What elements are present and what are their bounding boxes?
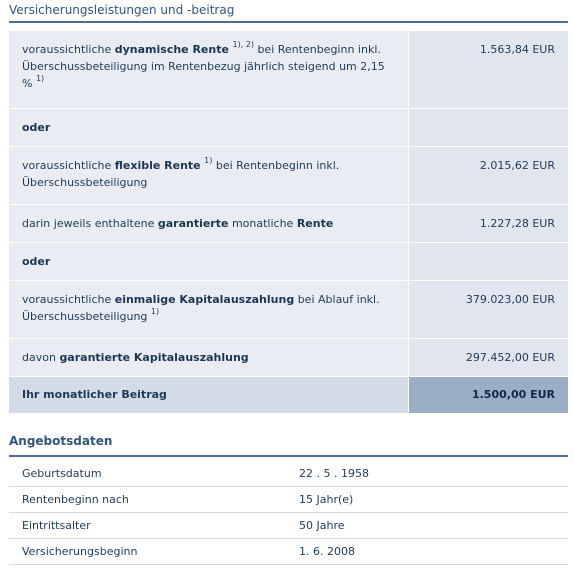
table-row — [9, 461, 568, 487]
row-value — [409, 109, 568, 146]
row-label: Geburtsdatum — [22, 467, 102, 480]
section-divider — [9, 21, 568, 23]
row-label: voraussichtliche flexible Rente $^{1)}$ bei Rentenbeginn inkl. Überschussbeteiligung — [9, 147, 409, 204]
row-label: voraussichtliche einmalige Kapitalauszahlung bei Ablauf inkl. Überschussbeteiligung $^{1)}$ — [9, 281, 409, 338]
row-value: 50 Jahre — [299, 519, 345, 532]
table-row — [9, 539, 568, 565]
table-row — [9, 339, 568, 377]
row-value: 2.015,62 EUR — [409, 147, 568, 204]
total-row — [9, 377, 568, 414]
total-label: Ihr monatlicher Beitrag — [9, 377, 409, 413]
table-row — [9, 243, 568, 281]
table-row — [9, 281, 568, 339]
row-value — [409, 243, 568, 280]
section-divider — [9, 455, 568, 457]
table-row — [9, 109, 568, 147]
benefits-table — [9, 31, 568, 414]
row-value: 22 . 5 . 1958 — [299, 467, 369, 480]
table-row — [9, 487, 568, 513]
total-value: 1.500,00 EUR — [409, 377, 568, 413]
row-label: Eintrittsalter — [22, 519, 91, 532]
row-value: 1.563,84 EUR — [409, 31, 568, 108]
row-value: 379.023,00 EUR — [409, 281, 568, 338]
offer-data-table — [9, 461, 568, 565]
row-label: davon garantierte Kapitalauszahlung — [9, 339, 409, 376]
row-value: 297.452,00 EUR — [409, 339, 568, 376]
row-value: 1. 6. 2008 — [299, 545, 355, 558]
section-title-benefits: Versicherungsleistungen und -beitrag — [9, 3, 235, 17]
row-label: oder — [9, 243, 409, 280]
row-label: voraussichtliche dynamische Rente $^{1), 2)}$ bei Rentenbeginn inkl. Überschussbeteiligung im Rentenbezug jährlich steigend um 2,15 % $^{1)}$ — [9, 31, 409, 108]
row-label: darin jeweils enthaltene garantierte monatliche Rente — [9, 205, 409, 242]
table-row — [9, 147, 568, 205]
row-label: Rentenbeginn nach — [22, 493, 129, 506]
row-label: oder — [9, 109, 409, 146]
row-value: 15 Jahr(e) — [299, 493, 354, 506]
row-value: 1.227,28 EUR — [409, 205, 568, 242]
table-row — [9, 513, 568, 539]
section-title-offer-data: Angebotsdaten — [9, 434, 113, 448]
table-row — [9, 31, 568, 109]
table-row — [9, 205, 568, 243]
row-label: Versicherungsbeginn — [22, 545, 138, 558]
